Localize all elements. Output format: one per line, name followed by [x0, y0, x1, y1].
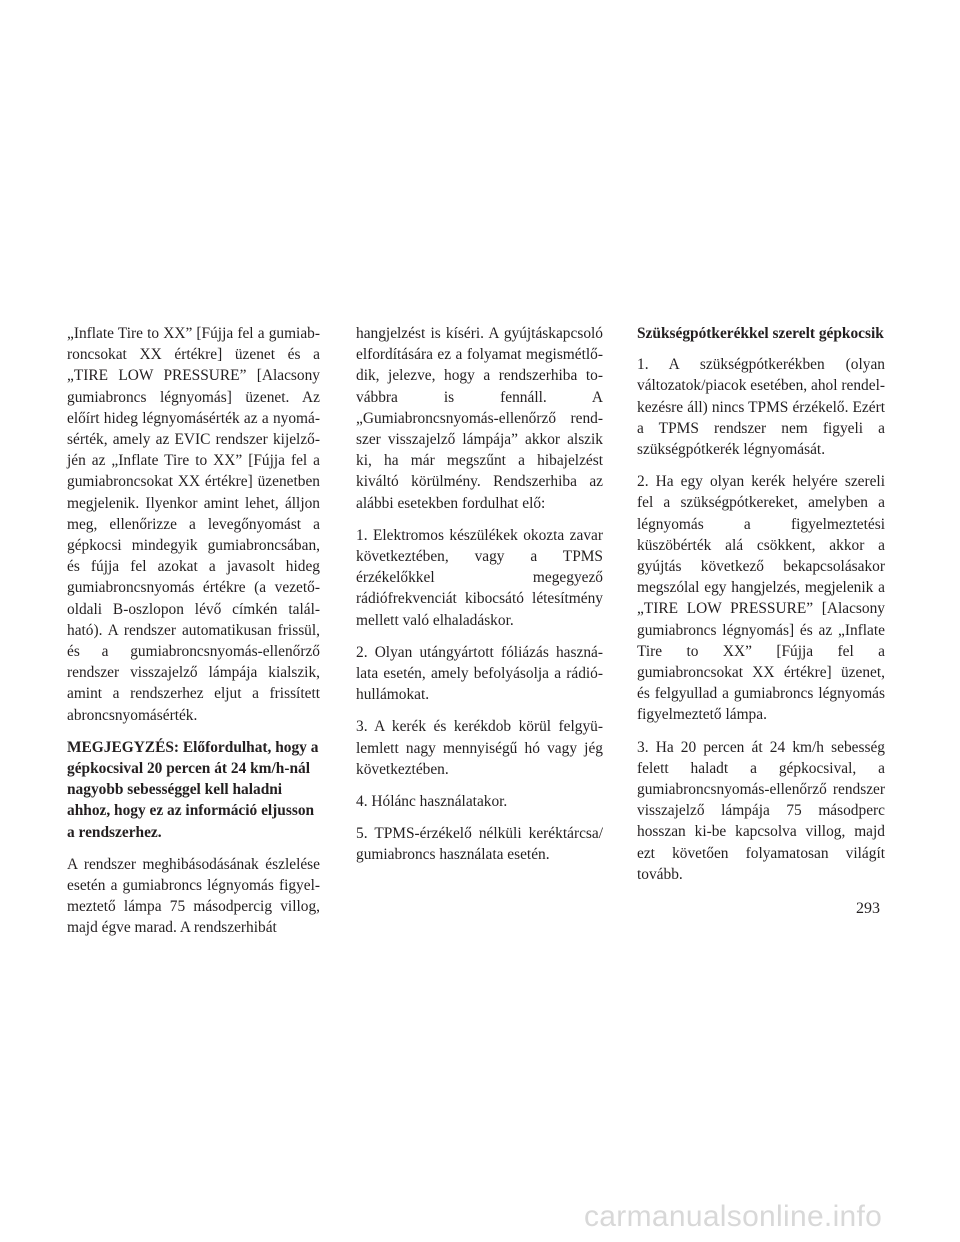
section-heading: Szükségpótkerékkel szerelt gépkocsik: [637, 325, 884, 342]
list-item: 5. TPMS-érzékelő nélküli keréktárcsa/ gumiabroncs használata esetén.: [356, 825, 603, 864]
list-item: 1. Elektromos készülékek okozta zavar következtében, vagy a TPMS érzékelőkkel megegyező rádiófrekvenciát kibocsátó létesítmény mellett való elhaladáskor.: [356, 526, 603, 629]
list-item: 3. Ha 20 percen át 24 km/h sebesség felett haladt a gépkocsival, a gumiabroncsnyomás-ellenőrző rendszer visszajelző lámpája 75 másodperc hosszan ki-be kapcsolva villog, majd ezt követően folyamatosan világít tovább.: [637, 738, 885, 883]
watermark: carmanualsonline.info: [584, 1200, 883, 1233]
body-paragraph: hangjelzést is kíséri. A gyújtáskapcsoló elfordítására ez a folyamat megismétlődik, jelezve, hogy a rendszerhiba továbbra is fennáll. A „Gumiabroncsnyomás-ellenőrző rendszer visszajelző lámpája” akkor alszik ki, ha már megszűnt a hibajelzést kiváltó körülmény. Rendszerhiba az alábbi esetekben fordulhat elő:: [356, 325, 603, 512]
list-item: 1. A szükségpótkerékben (olyan változatok/piacok esetében, ahol rendelkezésre áll) nincs TPMS érzékelő. Ezért a TPMS rendszer nem figyeli a szükségpótkerék légnyomását.: [637, 356, 885, 459]
body-paragraph: A rendszer meghibásodásának észlelése esetén a gumiabroncs légnyomás figyelmeztető lámpa 75 másodpercig villog, majd égve marad. A rendszerhibát: [67, 855, 320, 937]
text-column-left: [67, 323, 320, 950]
body-paragraph: „Inflate Tire to XX” [Fújja fel a gumiabroncsokat XX értékre] üzenet és a „TIRE LOW PRESSURE” [Alacsony gumiabroncs légnyomás] üzenet. Az előírt hideg légnyomásérték az a nyomásérték, amely az EVIC rendszer kijelzőjén az „Inflate Tire to XX” [Fújja fel a gumiabroncsokat XX értékre] üzenetben megjelenik. Ilyenkor amint lehet, álljon meg, ellenőrizze a levegőnyomást a gépkocsi mindegyik gumiabroncsában, és fújja fel azokat a javasolt hideg gumiabroncsnyomás értékre (a vezetőoldali B-oszlopon lévő címkén található). A rendszer automatikusan frissül, és a gumiabroncsnyomás-ellenőrző rendszer visszajelző lámpája kialszik, amint a rendszerhez eljut a frissített abroncsnyomásérték.: [67, 325, 320, 724]
list-item: 3. A kerék és kerékdob körül felgyülemlett nagy mennyiségű hó vagy jég következtében.: [356, 718, 603, 778]
note-paragraph: MEGJEGYZÉS: Előfordulhat, hogy a gépkocsival 20 percen át 24 km/h-nál nagyobb sebességgel kell haladni ahhoz, hogy ez az információ eljusson a rendszerhez.: [67, 738, 319, 841]
page-number: 293: [856, 900, 880, 917]
list-item: 2. Ha egy olyan kerék helyére szereli fel a szükségpótkereket, amelyben a légnyomás a figyelmeztetési küszöbérték alá csökkent, akkor a gyújtás következő bekapcsolásakor megszólal egy hangjelzés, megjelenik a „TIRE LOW PRESSURE” [Alacsony gumiabroncs légnyomás] és az „Inflate Tire to XX” [Fújja fel a gumiabroncsokat XX értékre] üzenet, és felgyullad a gumiabroncs légnyomás figyelmeztető lámpa.: [637, 473, 885, 724]
text-column-right: [637, 323, 885, 896]
list-item: 2. Olyan utángyártott fóliázás használata esetén, amely befolyásolja a rádióhullámokat.: [356, 643, 603, 704]
list-item: 4. Hólánc használatakor.: [356, 793, 508, 811]
text-column-middle: [356, 323, 603, 877]
